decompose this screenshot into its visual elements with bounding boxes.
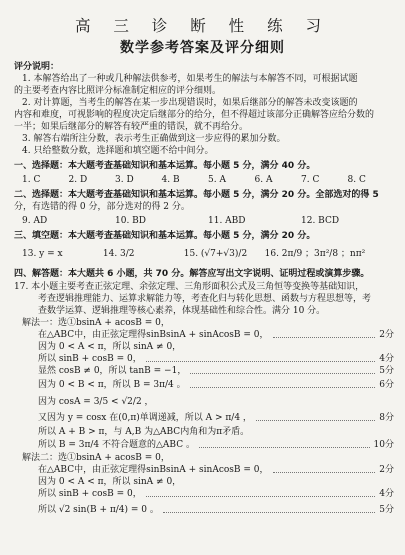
step-text: 所以 B = 3π/4 不符合题意的△ABC 。 bbox=[38, 440, 195, 450]
answer-item: 14. 3/2 bbox=[102, 249, 135, 259]
step-points: 10分 bbox=[373, 440, 394, 450]
leader-dots bbox=[256, 412, 375, 421]
scoring-note: 一半；如果后继部分的解答有较严重的错误，就不再给分。 bbox=[14, 122, 249, 132]
scoring-note: 3. 解答右端所注分数，表示考生正确做到这一步应得的累加分数。 bbox=[22, 134, 286, 144]
step-points: 4分 bbox=[379, 489, 394, 499]
solution-step bbox=[38, 476, 394, 488]
answer-item: 15. (√7+√3)/2 bbox=[183, 249, 248, 259]
step-points: 2分 bbox=[379, 465, 394, 475]
answer-item: 8. C bbox=[347, 175, 366, 185]
solution-step bbox=[38, 379, 394, 391]
leader-dots bbox=[273, 329, 376, 338]
answer-item: 16. 2π/9 ；3π²/8 ；nπ² bbox=[264, 249, 366, 259]
leader-dots bbox=[273, 464, 376, 473]
step-text: 因为 0 < A < π，所以 sinA ≠ 0， bbox=[38, 477, 182, 487]
scoring-note: 2. 对计算题，当考生的解答在某一步出现错误时，如果后继部分的解答未改变该题的 bbox=[22, 98, 358, 108]
solution-step bbox=[38, 464, 394, 476]
step-points: 4分 bbox=[379, 354, 394, 364]
answer-item: 9. AD bbox=[22, 216, 48, 226]
scoring-note: 1. 本解答给出了一种或几种解法供参考，如果考生的解法与本解答不同，可根据试题 bbox=[22, 74, 358, 84]
leader-dots bbox=[199, 439, 370, 448]
scoring-note: 内容和难度，可视影响的程度决定后继部分的给分，但不得超过该部分正确解答应给分数的 bbox=[14, 110, 375, 120]
solution-step bbox=[38, 329, 394, 341]
step-text: 显然 cosB ≠ 0，所以 tanB = −1， bbox=[38, 366, 187, 376]
step-text: 因为 0 < B < π，所以 B = 3π/4 。 bbox=[38, 380, 186, 390]
section-header: 一、选择题：本大题考查基础知识和基本运算。每小题 5 分，满分 40 分。 bbox=[14, 161, 316, 171]
step-text: 在△ABC中，由正弦定理得sinBsinA + sinAcosB = 0， bbox=[38, 465, 269, 475]
answer-item: 2. D bbox=[68, 175, 88, 185]
step-text: 在△ABC中，由正弦定理得sinBsinA + sinAcosB = 0， bbox=[38, 330, 269, 340]
answer-item: 11. ABD bbox=[208, 216, 246, 226]
step-text: 所以 sinB + cosB = 0， bbox=[38, 354, 142, 364]
page-title: 高 三 诊 断 性 练 习 bbox=[74, 17, 331, 35]
step-text: 因为 0 < A < π，所以 sinA ≠ 0， bbox=[38, 342, 182, 352]
question-text: 17. 本小题主要考查正弦定理、余弦定理、三角形面积公式及三角恒等变换等基础知识， bbox=[14, 282, 365, 292]
scoring-note: 4. 只给整数分数，选择题和填空题不给中间分。 bbox=[22, 146, 214, 156]
question-text: 查数学运算、逻辑推理等核心素养，体现基础性和综合性。满分 10 分。 bbox=[38, 306, 326, 316]
scoring-note: 的主要考查内容比照评分标准制定相应的评分细则。 bbox=[14, 86, 222, 96]
answer-row bbox=[22, 174, 394, 186]
leader-dots bbox=[146, 488, 376, 497]
step-text: 因为 cosA = 3/5 < √2/2 ， bbox=[38, 397, 154, 407]
step-text: 所以 √2 sin(B + π/4) = 0 。 bbox=[38, 505, 159, 515]
step-points: 5分 bbox=[379, 505, 394, 515]
scoring-heading: 评分说明： bbox=[14, 62, 60, 72]
solution-step bbox=[38, 341, 394, 353]
step-text: 又因为 y = cosx 在(0,π)单调递减，所以 A > π/4 ， bbox=[38, 413, 252, 423]
section-header-cont: 分，有选错的得 0 分，部分选对的得 2 分。 bbox=[14, 202, 190, 212]
answer-item: 1. C bbox=[22, 175, 41, 185]
solution-step bbox=[38, 396, 394, 408]
leader-dots bbox=[190, 365, 375, 374]
solution-step bbox=[38, 353, 394, 365]
step-text: 所以 sinB + cosB = 0， bbox=[38, 489, 142, 499]
question-text: 考查逻辑推理能力、运算求解能力等，考查化归与转化思想、函数与方程思想等，考 bbox=[38, 294, 372, 304]
step-points: 8分 bbox=[379, 413, 394, 423]
answer-item: 5. A bbox=[208, 175, 226, 185]
answer-item: 7. C bbox=[301, 175, 320, 185]
solution-step bbox=[38, 412, 394, 424]
answer-item: 4. B bbox=[161, 175, 180, 185]
solution-step bbox=[38, 426, 394, 438]
answer-item: 12. BCD bbox=[301, 216, 340, 226]
leader-dots bbox=[146, 353, 376, 362]
answer-row bbox=[22, 248, 394, 260]
solution-step bbox=[38, 365, 394, 377]
leader-dots bbox=[163, 504, 375, 513]
answer-item: 6. A bbox=[254, 175, 273, 185]
step-points: 2分 bbox=[379, 330, 394, 340]
solution-step bbox=[38, 504, 394, 516]
step-points: 6分 bbox=[379, 380, 394, 390]
answer-item: 13. y = x bbox=[22, 249, 63, 259]
solution-step bbox=[38, 439, 394, 451]
step-points: 5分 bbox=[379, 366, 394, 376]
leader-dots bbox=[190, 379, 376, 388]
section-header: 三、填空题：本大题考查基础知识和基本运算。每小题 5 分，满分 20 分。 bbox=[14, 231, 316, 241]
solution-step bbox=[22, 452, 378, 464]
answer-row bbox=[22, 215, 394, 227]
section-header: 四、解答题：本大题共 6 小题，共 70 分。解答应写出文字说明、证明过程或演算步骤。 bbox=[14, 269, 370, 279]
page-subtitle: 数学参考答案及评分细则 bbox=[120, 40, 285, 56]
answer-item: 3. D bbox=[115, 175, 134, 185]
section-header: 二、选择题：本大题考查基础知识和基本运算。每小题 5 分，满分 20 分。全部选对的得 5 bbox=[14, 190, 379, 200]
solution-line: 解法一：选①bsinA + acosB = 0， bbox=[22, 318, 170, 328]
step-text: 所以 A + B > π，与 A,B 为△ABC内角和为π矛盾。 bbox=[38, 427, 250, 437]
step-text: 解法二：选①bsinA + acosB = 0， bbox=[22, 453, 170, 463]
solution-step bbox=[38, 488, 394, 500]
answer-item: 10. BD bbox=[115, 216, 147, 226]
